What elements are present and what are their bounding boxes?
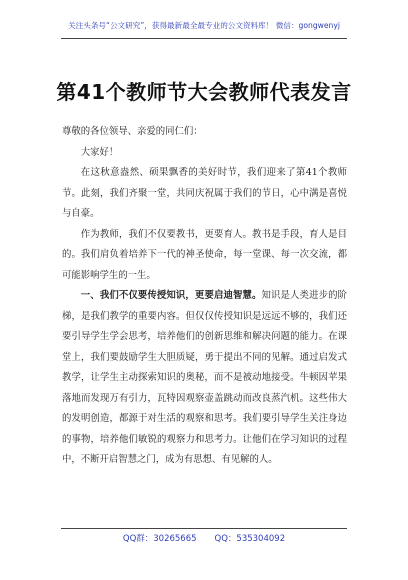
footer-qq: QQ：535304092 xyxy=(214,534,286,544)
footer xyxy=(0,532,408,544)
section-heading: 一、我们不仅要传授知识，更要启迪智慧。 xyxy=(80,290,262,301)
salutation: 尊敬的各位领导、亲爱的同仁们： xyxy=(62,126,203,137)
paragraph-2: 作为教师，我们不仅要教书，更要育人。教书是手段，育人是目的。我们肩负着培养下一代的神圣使命，每一堂课、每一次交流，都可能影响学生的一生。 xyxy=(62,228,347,281)
greeting: 大家好！ xyxy=(80,146,119,158)
footer-qq-group: QQ群：30265665 xyxy=(122,534,197,544)
header-note: 关注头条号“公文研究”，获得最新最全最专业的公文资料库！ 微信：gongwenyj xyxy=(68,21,340,30)
paragraph-3-text: 知识是人类进步的阶梯，是我们教学的重要内容。但仅仅传授知识是远远不够的，我们还要引导学生学会思考，培养他们的创新思维和解决问题的能力。在课堂上，我们要鼓励学生大胆质疑，勇于提出不同的见解。通过启发式教学，让学生主动探索知识的奥秘，而不是被动地接受。牛顿因苹果落地而发现万有引力，瓦特因观察壶盖跳动而改良蒸汽机。这些伟大的发明创造，都源于对生活的观察和思考。我们要引导学生关注身边的事物，培养他们敏锐的观察力和思考力。让他们在学习知识的过程中，不断开启智慧之门，成为有思想、有见解的人。 xyxy=(62,290,347,465)
header-divider xyxy=(61,38,347,39)
paragraph-3 xyxy=(62,286,347,471)
footer-divider xyxy=(61,528,347,529)
paragraph-1: 在这秋意盎然、硕果飘香的美好时节，我们迎来了第41个教师节。此刻，我们齐聚一堂，共同庆祝属于我们的节日，心中满是喜悦与自豪。 xyxy=(62,167,347,219)
document-title: 第41个教师节大会教师代表发言 xyxy=(56,80,352,104)
document-body xyxy=(62,122,347,471)
